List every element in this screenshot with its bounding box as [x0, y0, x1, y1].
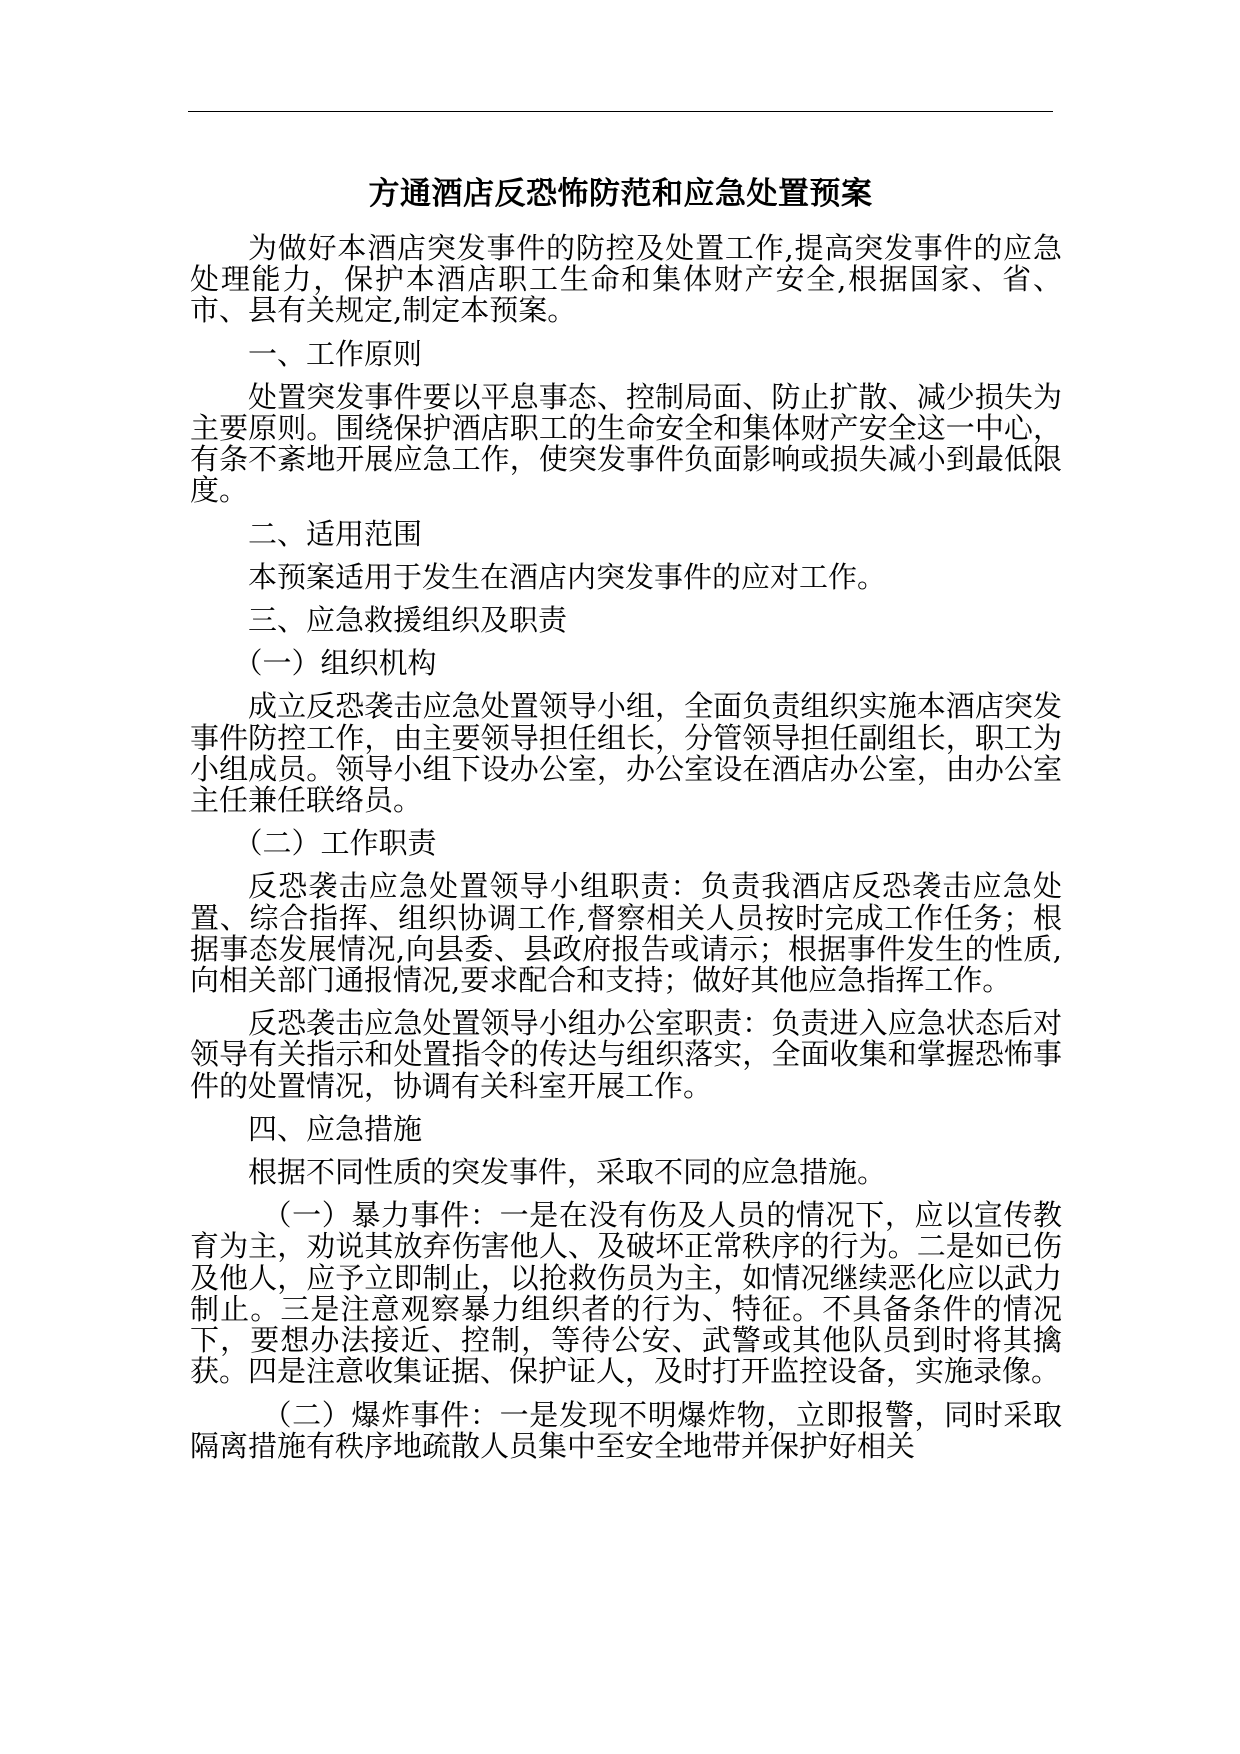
document-body [190, 233, 1062, 1474]
paragraph-explosion-events: （二）爆炸事件：一是发现不明爆炸物，立即报警，同时采取隔离措施有秩序地疏散人员集中至安全地带并保护好相关 [190, 1397, 1062, 1463]
section-heading-measures: 四、应急措施 [248, 1111, 423, 1146]
section-heading-organization: 三、应急救援组织及职责 [248, 603, 568, 638]
paragraph-office-duties: 反恐袭击应急处置领导小组办公室职责：负责进入应急状态后对领导有关指示和处置指令的传达与组织落实，全面收集和掌握恐怖事件的处置情况，协调有关科室开展工作。 [190, 1006, 1062, 1103]
paragraph-scope: 本预案适用于发生在酒店内突发事件的应对工作。 [248, 559, 887, 594]
paragraph-principles: 处置突发事件要以平息事态、控制局面、防止扩散、减少损失为主要原则。围绕保护酒店职工的生命安全和集体财产安全这一中心，有条不紊地开展应急工作，使突发事件负面影响或损失减小到最低限度。 [190, 379, 1062, 508]
paragraph-group-duties: 反恐袭击应急处置领导小组职责：负责我酒店反恐袭击应急处置、综合指挥、组织协调工作,督察相关人员按时完成工作任务；根据事态发展情况,向县委、县政府报告或请示；根据事件发生的性质,向相关部门通报情况,要求配合和支持；做好其他应急指挥工作。 [190, 869, 1062, 998]
section-heading-scope: 二、适用范围 [248, 516, 423, 551]
paragraph-measures-intro: 根据不同性质的突发事件，采取不同的应急措施。 [248, 1155, 887, 1190]
sub-heading-duties: （二）工作职责 [233, 826, 437, 861]
paragraph-intro: 为做好本酒店突发事件的防控及处置工作,提高突发事件的应急处理能力，保护本酒店职工生命和集体财产安全,根据国家、省、市、县有关规定,制定本预案。 [190, 231, 1062, 328]
paragraph-violence-events: （一）暴力事件：一是在没有伤及人员的情况下，应以宣传教育为主，劝说其放弃伤害他人、及破坏正常秩序的行为。二是如已伤及他人，应予立即制止，以抢救伤员为主，如情况继续恶化应以武力制止。三是注意观察暴力组织者的行为、特征。不具备条件的情况下，要想办法接近、控制，等待公安、武警或其他队员到时将其擒获。四是注意收集证据、保护证人，及时打开监控设备，实施录像。 [190, 1198, 1062, 1389]
header-rule [188, 111, 1053, 112]
document-title: 方通酒店反恐怖防范和应急处置预案 [368, 176, 873, 212]
section-heading-principles: 一、工作原则 [248, 336, 423, 371]
sub-heading-structure: （一）组织机构 [233, 646, 437, 681]
paragraph-structure: 成立反恐袭击应急处置领导小组，全面负责组织实施本酒店突发事件防控工作，由主要领导担任组长，分管领导担任副组长，职工为小组成员。领导小组下设办公室，办公室设在酒店办公室，由办公室主任兼任联络员。 [190, 689, 1062, 818]
